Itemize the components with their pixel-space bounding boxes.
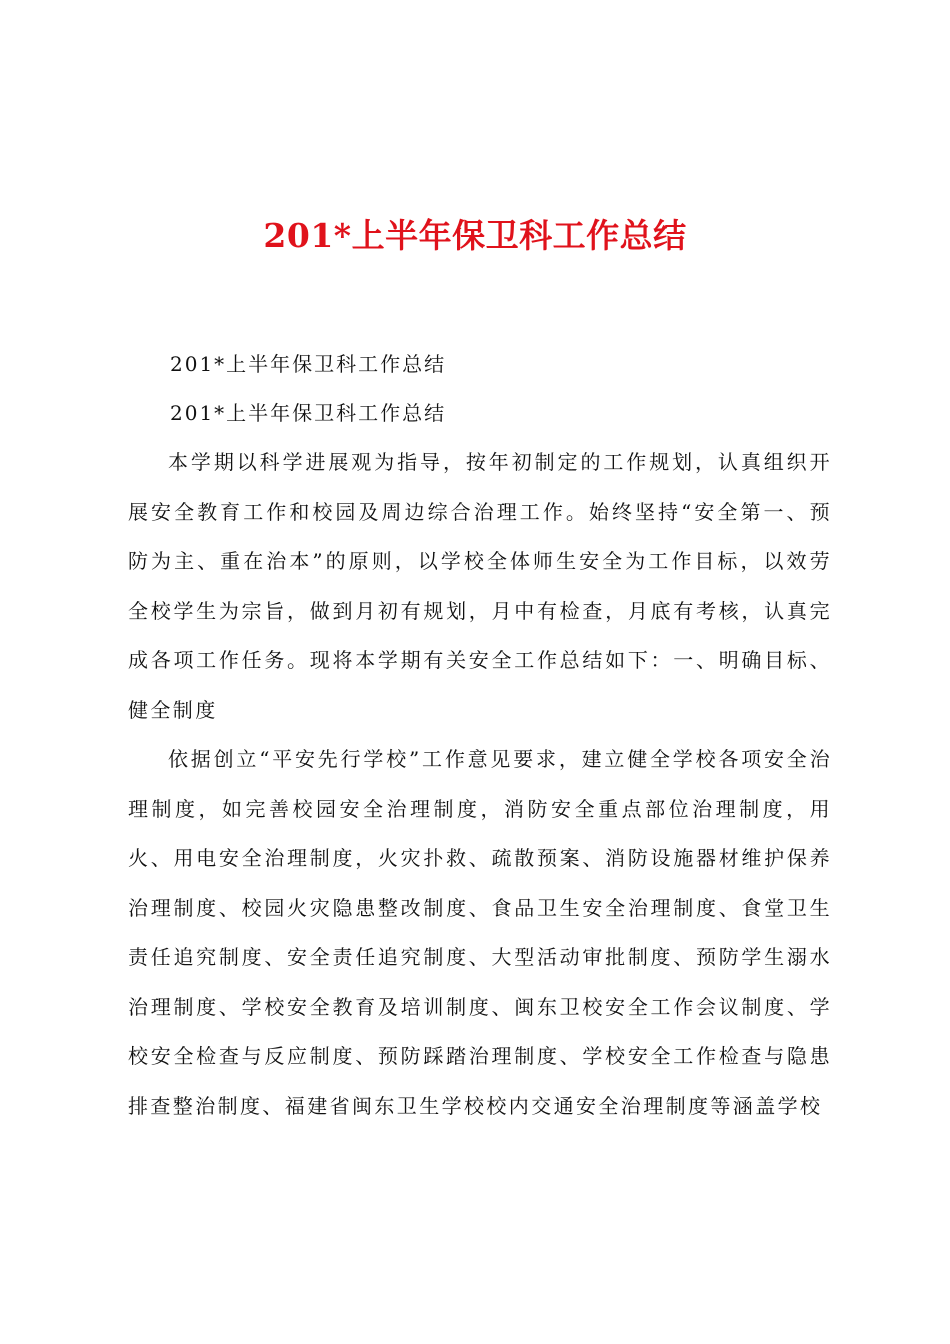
- heading-line: 201*上半年保卫科工作总结: [170, 401, 447, 425]
- document-title: 201*上半年保卫科工作总结: [263, 216, 687, 255]
- paragraph: 依据创立“平安先行学校”工作意见要求，建立健全学校各项安全治理制度，如完善校园安全治理制度，消防安全重点部位治理制度，用火、用电安全治理制度，火灾扑救、疏散预案、消防设施器材维护保养治理制度、校园火灾隐患整改制度、食品卫生安全治理制度、食堂卫生责任追究制度、安全责任追究制度、大型活动审批制度、预防学生溺水治理制度、学校安全教育及培训制度、闽东卫校安全工作会议制度、学校安全检查与反应制度、预防踩踏治理制度、学校安全工作检查与隐患排查整治制度、福建省闽东卫生学校校内交通安全治理制度等涵盖学校: [128, 747, 832, 1118]
- heading-line: 201*上半年保卫科工作总结: [170, 352, 447, 376]
- paragraph: 本学期以科学进展观为指导，按年初制定的工作规划，认真组织开展安全教育工作和校园及周边综合治理工作。始终坚持“安全第一、预防为主、重在治本”的原则，以学校全体师生安全为工作目标，以效劳全校学生为宗旨，做到月初有规划，月中有检查，月底有考核，认真完成各项工作任务。现将本学期有关安全工作总结如下：一、明确目标、健全制度: [128, 450, 832, 722]
- document-body: [128, 340, 832, 1131]
